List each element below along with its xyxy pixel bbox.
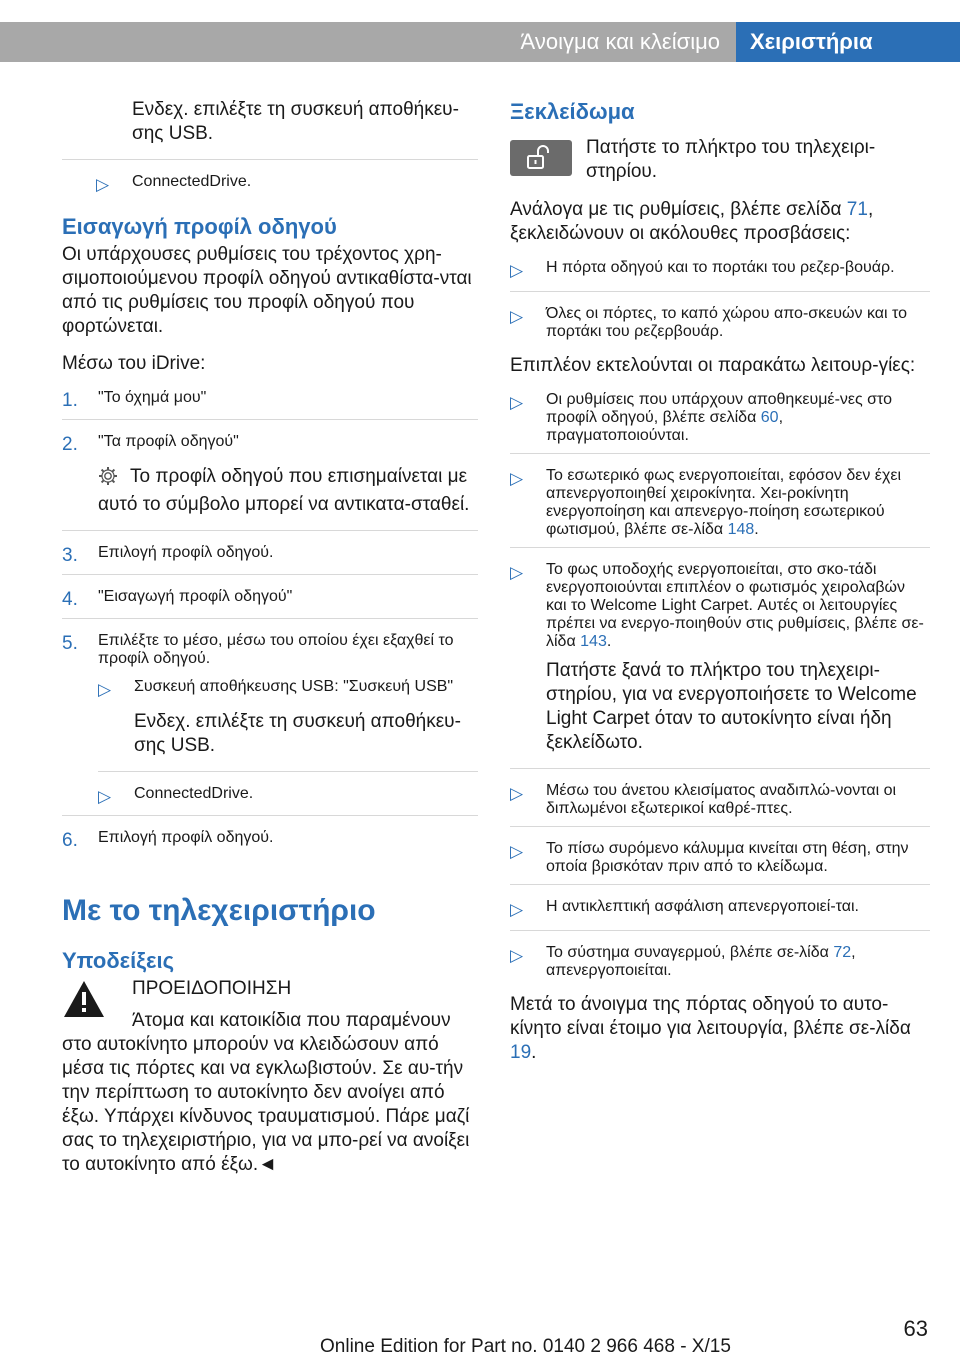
footer-edition: Online Edition for Part no. 0140 2 966 468 - X/15 <box>320 1336 731 1357</box>
list-item <box>510 898 930 922</box>
page-number: 63 <box>903 1316 928 1341</box>
unlock-heading: Ξεκλείδωμα <box>510 99 635 124</box>
divider <box>510 453 930 454</box>
bullet-icon: ▷ <box>510 307 524 326</box>
import-profile-text: Οι υπάρχουσες ρυθμίσεις του τρέχοντος χρη-σιμοποιούμενου προφίλ οδηγού αντικαθίστα-νται από τις ρυθμίσεις του προφίλ οδηγού που φορτώνεται. <box>62 244 472 337</box>
step-2 <box>62 433 478 457</box>
bullet-icon: ▷ <box>98 787 112 806</box>
list-item-text: Η αντικλεπτική ασφάλιση απενεργοποιεί-ται. <box>546 898 859 915</box>
page-link[interactable]: 143 <box>580 633 607 650</box>
list-item <box>510 467 930 539</box>
divider <box>510 547 930 548</box>
step-4 <box>62 588 478 612</box>
divider <box>62 815 478 816</box>
import-profile-heading: Εισαγωγή προφίλ οδηγού <box>62 214 337 239</box>
list-item <box>510 305 930 341</box>
list-item-text: Το εσωτερικό φως ενεργοποιείται, εφόσον δεν έχει απενεργοποιηθεί χειροκίνητα. Χει-ροκίνητη ενεργοποίηση και απενεργο-ποίηση εσωτερικού φωτισμού, βλέπε σε-λίδα 148. <box>546 467 902 538</box>
additional-functions-text: Επιπλέον εκτελούνται οι παρακάτω λειτουρ-γίες: <box>510 355 916 376</box>
divider <box>510 291 930 292</box>
bullet-icon: ▷ <box>510 469 524 488</box>
step-number: 5. <box>62 633 78 654</box>
step-text: Επιλογή προφίλ οδηγού. <box>98 829 274 846</box>
bullet-icon: ▷ <box>510 946 524 965</box>
right-column <box>510 98 930 1078</box>
list-item-text: Οι ρυθμίσεις που υπάρχουν αποθηκευμέ-νες στο προφίλ οδηγού, βλέπε σελίδα 60, πραγματοποιούνται. <box>546 391 893 444</box>
final-text: Μετά το άνοιγμα της πόρτας οδηγού το αυτο-κίνητο είναι έτοιμο για λειτουργία, βλέπε σε-λίδα 19. <box>510 994 911 1063</box>
step-number: 2. <box>62 434 78 455</box>
warning-first-line: Άτομα και κατοικίδια που παραμένουν <box>132 1010 451 1031</box>
list-item-text: ConnectedDrive. <box>132 173 252 190</box>
page-link[interactable]: 148 <box>727 521 755 538</box>
page-link[interactable]: 60 <box>760 409 779 426</box>
step-text: "Τα προφίλ οδηγού" <box>98 433 239 450</box>
bullet-icon: ▷ <box>510 842 524 861</box>
settings-text: Ανάλογα με τις ρυθμίσεις, βλέπε σελίδα 71, ξεκλειδώνουν οι ακόλουθες προσβάσεις: <box>510 199 874 244</box>
divider <box>510 884 930 885</box>
list-item <box>510 944 930 980</box>
divider <box>510 768 930 769</box>
divider <box>98 771 478 772</box>
step-number: 3. <box>62 545 78 566</box>
usb-device-note: Ενδεχ. επιλέξτε τη συσκευή αποθήκευ-σης USB. <box>134 711 461 756</box>
bullet-icon: ▷ <box>510 393 524 412</box>
divider <box>510 826 930 827</box>
divider <box>62 530 478 531</box>
step-3 <box>62 544 478 568</box>
list-item <box>510 561 930 651</box>
list-item-text: Όλες οι πόρτες, το καπό χώρου απο-σκευών και το πορτάκι του ρεζερβουάρ. <box>546 305 908 340</box>
page-link[interactable]: 19 <box>510 1042 532 1063</box>
bullet-icon: ▷ <box>510 784 524 803</box>
unlock-button-icon <box>510 140 572 176</box>
list-item-text: ConnectedDrive. <box>134 785 254 802</box>
divider <box>62 618 478 619</box>
list-item <box>510 782 930 818</box>
divider <box>62 419 478 420</box>
list-item-text: Συσκευή αποθήκευσης USB: "Συσκευή USB" <box>134 678 454 695</box>
list-item <box>510 391 930 445</box>
page-header <box>0 0 960 62</box>
bullet-icon: ▷ <box>510 261 524 280</box>
via-idrive-label: Μέσω του iDrive: <box>62 353 206 374</box>
step-number: 1. <box>62 390 78 411</box>
continued-usb-note: Ενδεχ. επιλέξτε τη συσκευή αποθήκευ-σης USB. <box>132 99 459 144</box>
warning-block <box>62 977 478 1033</box>
list-item <box>98 785 478 809</box>
step-1 <box>62 389 478 413</box>
step-text: Επιλέξτε το μέσο, μέσω του οποίου έχει εξαχθεί το προφίλ οδηγού. <box>98 632 454 667</box>
chapter-title: Χειριστήρια <box>736 22 960 62</box>
page-link[interactable]: 72 <box>833 944 852 961</box>
step-2-note <box>98 465 478 517</box>
warning-title: ΠΡΟΕΙΔΟΠΟΙΗΣΗ <box>132 978 292 999</box>
section-title: Άνοιγμα και κλείσιμο <box>0 22 736 62</box>
bullet-icon: ▷ <box>510 900 524 919</box>
warning-icon <box>62 977 132 1033</box>
list-item-text: Μέσω του άνετου κλεισίματος αναδιπλώ-νονται οι διπλωμένοι εξωτερικοί καθρέ-πτες. <box>546 782 897 817</box>
divider <box>62 159 478 160</box>
step-5 <box>62 632 478 668</box>
hints-heading: Υποδείξεις <box>62 948 175 973</box>
bullet-icon: ▷ <box>96 175 110 194</box>
list-item-text: Το σύστημα συναγερμού, βλέπε σε-λίδα 72, απενεργοποιείται. <box>546 944 856 979</box>
remote-control-heading: Με το τηλεχειριστήριο <box>62 894 376 927</box>
step-text: "Εισαγωγή προφίλ οδηγού" <box>98 588 293 605</box>
list-item <box>510 840 930 876</box>
list-item-text: Η πόρτα οδηγού και το πορτάκι του ρεζερ-βουάρ. <box>546 259 895 276</box>
step-number: 4. <box>62 589 78 610</box>
step-text: "Το όχημά μου" <box>98 389 207 406</box>
step-number: 6. <box>62 830 78 851</box>
list-item <box>510 259 930 283</box>
list-item-text: Το φως υποδοχής ενεργοποιείται, στο σκο-τάδι ενεργοποιούνται επιπλέον ο φωτισμός χειρολαβών και το Welcome Light Carpet. Αυτές οι λειτουργίες πρέπει να ενεργο-ποιηθούν στις ρυθμίσεις, βλέπε σε-λίδα 143. <box>546 561 924 650</box>
bullet-icon: ▷ <box>98 680 112 699</box>
bullet-icon: ▷ <box>510 563 524 582</box>
warning-text: στο αυτοκίνητο μπορούν να κλειδώσουν από μέσα τις πόρτες και να εγκλωβιστούν. Σε αυ-τήν την περίπτωση το αυτοκίνητο δεν ανοίγει από έξω. Υπάρχει κίνδυνος τραυματισμού. Πάρε μαζί σας το τηλεχειριστήριο, για να μπο-ρεί να ανοίξει το αυτοκίνητο από έξω.◄ <box>62 1034 470 1175</box>
divider <box>62 574 478 575</box>
step-2-note-text: Το προφίλ οδηγού που επισημαίνεται με αυτό το σύμβολο μπορεί να αντικατα-σταθεί. <box>98 466 470 515</box>
step-6 <box>62 829 478 853</box>
list-item-text: Το πίσω συρόμενο κάλυμμα κινείται στη θέση, στην οποία βρισκόταν πριν από το κλείδωμα. <box>546 840 909 875</box>
left-column <box>62 98 478 1177</box>
page-link[interactable]: 71 <box>846 199 868 220</box>
unlock-press-text: Πατήστε το πλήκτρο του τηλεχειρι-στηρίου. <box>586 137 876 182</box>
unlock-instruction <box>510 136 930 184</box>
gear-icon <box>98 466 122 493</box>
divider <box>510 930 930 931</box>
welcome-light-note: Πατήστε ξανά το πλήκτρο του τηλεχειρι-στηρίου, για να ενεργοποιήσετε το Welcome Light Carpet όταν το αυτοκίνητο είναι ήδη ξεκλείδωτο. <box>546 660 917 753</box>
step-text: Επιλογή προφίλ οδηγού. <box>98 544 274 561</box>
list-item <box>96 173 478 197</box>
list-item <box>98 678 478 702</box>
